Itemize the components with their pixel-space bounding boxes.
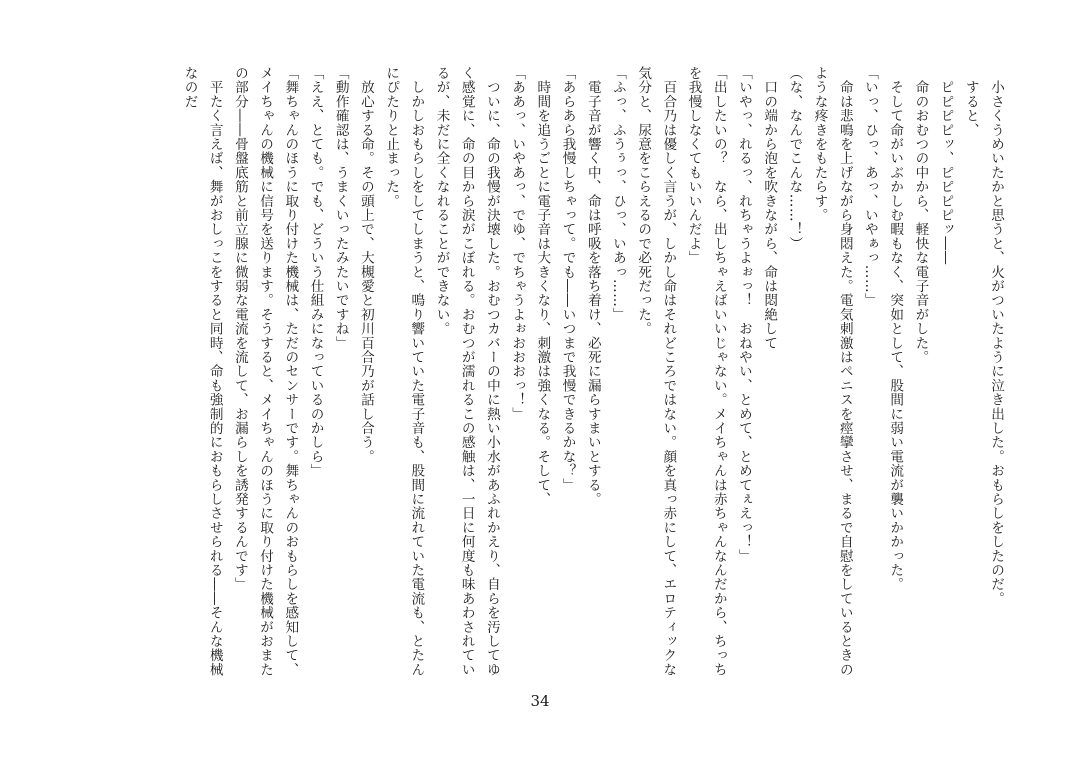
text-line: 「あらあら我慢しちゃって。でも――いつまで我慢できるかな？」 <box>559 66 576 492</box>
text-line: すると、 <box>962 66 979 137</box>
text-line: 「舞ちゃんのほうに取り付けた機械は、ただのセンサーです。舞ちゃんのおもらしを感知して、メイちゃんの機械に信号を送ります。そうすると、メイちゃんのほうに取り付けた機械がおまたの部分――骨盤底筋と前立腺に微弱な電流を流して、お漏らしを誘発するんです」 <box>231 66 299 677</box>
text-line: 「いっ、ひっ、あっ、いやぁっ……」 <box>861 66 878 308</box>
text-line: 百合乃は優しく言うが、しかし命はそれどころではない。顔を真っ赤にして、エロティックな気分と、尿意をこらえるので必死だった。 <box>635 66 677 677</box>
text-line: 時間を追うごとに電子音は大きくなり、刺激は強くなる。そして、 <box>534 66 551 507</box>
text-line: 口の端から泡を吹きながら、命は悶絶して <box>761 66 778 350</box>
text-line: 命のおむつの中から、軽快な電子音がした。 <box>912 66 929 365</box>
text-line: ピピピピッ、ピピピピッ―― <box>937 66 954 265</box>
text-line: ついに、命の我慢が決壊した。おむつカバーの中に熱い小水があふれかえり、自らを汚してゆく感覚に、命の目から涙がこぼれる。おむつが濡れるこの感触は、一日に何度も味あわされているが、未だに全くなれることができない。 <box>433 66 500 677</box>
text-line: 平たく言えば、舞がおしっこをすると同時、命も強制的におもらしさせられる――そんな機械なのだ <box>181 66 223 677</box>
text-line: 命は悲鳴を上げながら身悶えた。電気刺激はペニスを痙攣させ、まるで自慰をしているときのような疼きをもたらす。 <box>811 66 853 677</box>
text-line: （な、なんでこんな……！） <box>786 66 803 251</box>
text-line: 「出したいの？ なら、出しちゃえばいいじゃない。メイちゃんは赤ちゃんなんだから、ちっちを我慢しなくてもいいんだよ」 <box>685 66 727 677</box>
text-line: 「ええ、とても。でも、どういう仕組みになっているのかしら」 <box>307 66 324 478</box>
text-line: 「ああっ、いやあっ、でゆ、でちゃうよぉおおおっ！」 <box>509 66 526 421</box>
text-line: 「いやっ、れるっ、れちゃうよぉっ！ おねやい、とめて、とめてぇえっ！」 <box>735 66 752 563</box>
text-line: 小さくうめいたかと思うと、火がついたように泣き出した。おもらしをしたのだ。 <box>988 66 1004 606</box>
text-line: 「ふっ、ふうぅっ、ひっ、いあっ……」 <box>609 66 626 322</box>
text-line: 「動作確認は、うまくいったみたいですね」 <box>332 66 349 350</box>
text-line: そして命がいぶかしむ暇もなく、突如として、股間に弱い電流が襲いかかった。 <box>887 66 904 592</box>
text-line: 放心する命。その頭上で、大槻愛と初川百合乃が話し合う。 <box>357 66 374 464</box>
text-line: しかしおもらしをしてしまうと、鳴り響いていた電子音も、股間に流れていた電流も、とたんにぴたりと止まった。 <box>383 66 425 677</box>
page-number: 34 <box>530 692 550 710</box>
text-line: 電子音が響く中、命は呼吸を落ち着け、必死に漏らすまいとする。 <box>584 66 601 507</box>
vertical-text-body <box>78 66 1008 684</box>
